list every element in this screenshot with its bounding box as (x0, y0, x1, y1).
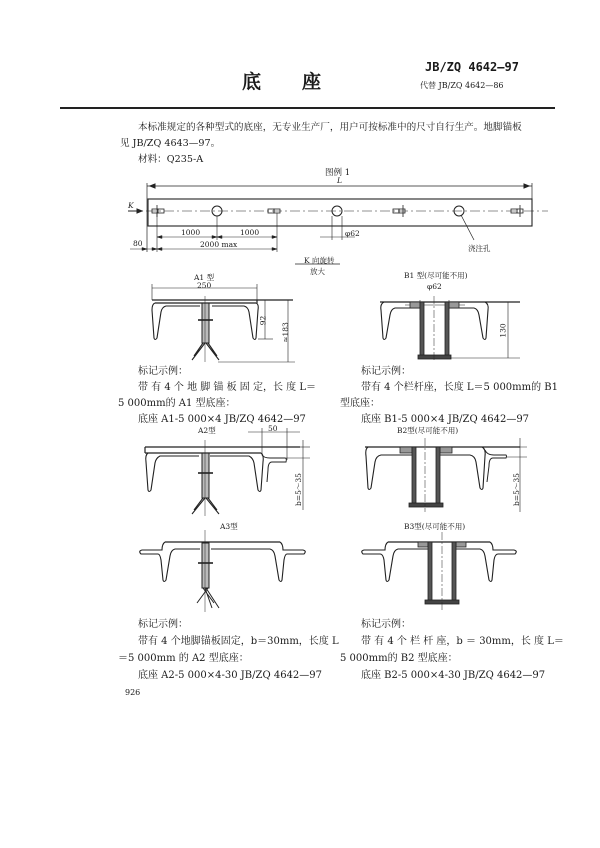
page-title-char-1: 底 (242, 71, 262, 93)
a2-dim-b: b=5～35 (293, 473, 303, 506)
a1-dim-250: 250 (197, 281, 212, 290)
b1-type-label: B1 型(尽可能不用) (404, 271, 468, 280)
a1-dim-183: ≈183 (280, 322, 290, 343)
dim-L-label: L (337, 176, 342, 185)
a2-example-line-2: ＝5 000mm 的 A2 型底座： (118, 653, 249, 664)
dim-1000-a: 1000 (181, 228, 201, 237)
b3-type-label: B3型(尽可能不用) (404, 522, 466, 531)
b1-example-line-2: 型底座： (340, 398, 380, 409)
a1-example-code: 底座 A1-5 000×4 JB/ZQ 4642—97 (138, 414, 306, 425)
a3-section-drawing (140, 530, 306, 612)
a3-type-label: A3型 (220, 522, 238, 531)
b1-example-heading: 标记示例： (361, 366, 411, 377)
enlarged-label: 放大 (310, 267, 325, 276)
dim-phi62: φ62 (345, 229, 360, 238)
b2-dim-b: b=5～35 (511, 473, 521, 506)
b1-dim-phi62: φ62 (427, 282, 442, 291)
material-line: 材料：Q235-A (138, 154, 204, 165)
b2-type-label: B2型(尽可能不用) (397, 426, 459, 435)
a1-example-line-2: 5 000mm的 A1 型底座： (118, 398, 236, 409)
b2-example-code: 底座 B2-5 000×4-30 JB/ZQ 4642—97 (361, 670, 546, 681)
a1-section-drawing (152, 284, 295, 362)
view-K-label: K (128, 201, 134, 210)
view-rotation-label: K 向旋转 (304, 256, 335, 265)
a1-example-heading: 标记示例： (138, 366, 188, 377)
figure1-caption: 图例 1 (325, 168, 351, 178)
intro-line-1: 本标准规定的各种型式的底座，无专业生产厂，用户可按标准中的尺寸自行生产。地脚锚板 (138, 122, 522, 133)
replaces-standard: 代替 JB/ZQ 4642—86 (420, 81, 504, 90)
b1-dim-130: 130 (498, 323, 508, 338)
a2-dim-50: 50 (268, 424, 278, 433)
b1-example-code: 底座 B1-5 000×4 JB/ZQ 4642—97 (361, 414, 530, 425)
a2-section-drawing (145, 428, 310, 516)
dim-2000-max: 2000 max (200, 240, 238, 249)
b2-example-line-2: 5 000mm的 B2 型底座： (340, 653, 458, 664)
pour-hole-label: 浇注孔 (468, 244, 491, 253)
dim-80: 80 (133, 239, 143, 248)
dim-1000-b: 1000 (240, 228, 260, 237)
b2-example-line-1: 带 有 4 个 栏 杆 座，b ＝ 30mm，长 度 L＝ (361, 636, 564, 647)
b3-section-drawing (362, 532, 517, 612)
a2-type-label: A2型 (198, 426, 216, 435)
a1-example-line-1: 带 有 4 个 地 脚 锚 板 固 定，长 度 L＝ (138, 382, 316, 393)
b1-example-line-1: 带有 4 个栏杆座，长度 L＝5 000mm的 B1 (361, 382, 559, 393)
a2-example-code: 底座 A2-5 000×4-30 JB/ZQ 4642—97 (138, 670, 323, 681)
b2-example-heading: 标记示例： (361, 619, 411, 630)
intro-line-2: 见 JB/ZQ 4643—97。 (120, 138, 221, 149)
a1-dim-92: 92 (258, 315, 268, 326)
standard-number: JB/ZQ 4642—97 (425, 60, 519, 74)
b2-section-drawing (365, 438, 527, 512)
a1-type-label: A1 型 (194, 273, 215, 282)
page-number: 926 (125, 688, 141, 697)
page-title-char-2: 座 (302, 71, 322, 93)
a2-example-line-1: 带有 4 个地脚锚板固定，b＝30mm，长度 L (138, 636, 339, 647)
a2-example-heading: 标记示例： (138, 619, 188, 630)
